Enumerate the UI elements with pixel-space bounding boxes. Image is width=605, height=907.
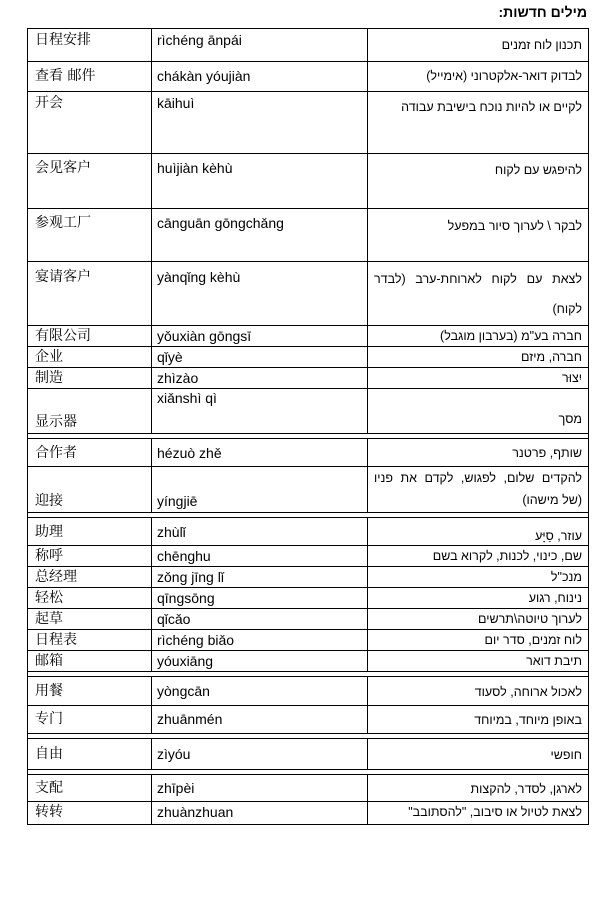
chinese-word: 日程安排 bbox=[28, 29, 152, 61]
table-row bbox=[28, 154, 588, 209]
pinyin: zhuānmén bbox=[152, 706, 368, 733]
table-row bbox=[28, 567, 588, 588]
pinyin: chákàn yóujiàn bbox=[152, 62, 368, 91]
chinese-word: 支配 bbox=[28, 775, 152, 801]
chinese-word: 合作者 bbox=[28, 439, 152, 466]
vocabulary-table bbox=[27, 28, 589, 825]
chinese-word: 制造 bbox=[28, 368, 152, 388]
table-row bbox=[28, 209, 588, 262]
table-row bbox=[28, 347, 588, 368]
hebrew-translation: לאכול ארוחה, לסעוד bbox=[474, 685, 582, 699]
pinyin: rìchéng ānpái bbox=[152, 29, 368, 61]
table-row bbox=[28, 676, 588, 706]
chinese-word: 专门 bbox=[28, 706, 152, 733]
chinese-word: 起草 bbox=[28, 609, 152, 629]
table-row bbox=[28, 326, 588, 347]
chinese-word-text: 显示器 bbox=[35, 414, 77, 430]
hebrew-translation: לארגן, לסדר, להקצות bbox=[470, 782, 582, 796]
chinese-word: 邮箱 bbox=[28, 651, 152, 671]
pinyin-text: yíngjiē bbox=[157, 493, 198, 509]
hebrew-translation: לוח זמנים, סדר יום bbox=[484, 633, 582, 647]
hebrew-translation: מנכ"ל bbox=[550, 570, 582, 584]
table-row bbox=[28, 517, 588, 546]
hebrew-translation: תיבת דואר bbox=[526, 654, 582, 668]
hebrew-translation: תכנון לוח זמנים bbox=[501, 38, 582, 52]
table-row bbox=[28, 651, 588, 672]
pinyin bbox=[152, 467, 368, 512]
hebrew-translation-text: מסך bbox=[558, 412, 582, 426]
hebrew-translation: באופן מיוחד, במיוחד bbox=[474, 713, 582, 727]
table-row bbox=[28, 802, 588, 824]
pinyin: huìjiàn kèhù bbox=[152, 154, 368, 208]
pinyin: zhìzào bbox=[152, 368, 368, 388]
hebrew-translation: לצאת עם לקוח לארוחת-ערב (לבדר לקוח) bbox=[374, 272, 582, 316]
pinyin: chēnghu bbox=[152, 546, 368, 566]
table-row bbox=[28, 262, 588, 326]
hebrew-translation: לבקר \ לערוך סיור במפעל bbox=[447, 219, 582, 233]
table-row bbox=[28, 546, 588, 567]
hebrew-translation: שותף, פרטנר bbox=[512, 446, 582, 460]
chinese-word: 宴请客户 bbox=[28, 262, 152, 325]
pinyin: xiǎnshì qì bbox=[152, 389, 368, 433]
pinyin: yóuxiāng bbox=[152, 651, 368, 671]
pinyin: zhùlǐ bbox=[152, 518, 368, 545]
pinyin: zǒng jīng lǐ bbox=[152, 567, 368, 587]
chinese-word: 日程表 bbox=[28, 630, 152, 650]
table-row bbox=[28, 62, 588, 92]
chinese-word: 助理 bbox=[28, 518, 152, 545]
hebrew-translation: לקיים או להיות נוכח בישיבת עבודה bbox=[401, 100, 582, 114]
hebrew-translation bbox=[368, 389, 588, 433]
pinyin: qǐyè bbox=[152, 347, 368, 367]
pinyin: yòngcān bbox=[152, 677, 368, 705]
chinese-word: 转转 bbox=[28, 802, 152, 824]
hebrew-translation: יִצוּר bbox=[562, 371, 582, 385]
table-row bbox=[28, 438, 588, 467]
chinese-word: 自由 bbox=[28, 739, 152, 769]
hebrew-translation: לערוך טיוטה\תרשים bbox=[478, 612, 582, 626]
chinese-word: 参观工厂 bbox=[28, 209, 152, 261]
chinese-word: 企业 bbox=[28, 347, 152, 367]
table-row bbox=[28, 738, 588, 770]
chinese-word: 会见客户 bbox=[28, 154, 152, 208]
table-row bbox=[28, 368, 588, 389]
table-row bbox=[28, 389, 588, 434]
hebrew-translation: להקדים שלום, לפגוש, לקדם את פניו (של מישהו) bbox=[374, 471, 582, 507]
hebrew-translation: נינוח, רגוע bbox=[528, 591, 582, 605]
table-row bbox=[28, 630, 588, 651]
chinese-word: 轻松 bbox=[28, 588, 152, 608]
table-row bbox=[28, 774, 588, 802]
hebrew-translation: חברה בע"מ (בערבון מוגבל) bbox=[440, 329, 582, 343]
pinyin: yànqǐng kèhù bbox=[152, 262, 368, 325]
pinyin: yǒuxiàn gōngsī bbox=[152, 326, 368, 346]
hebrew-translation: עוזר, סַיָּע bbox=[535, 529, 582, 543]
hebrew-translation: לצאת לטיול או סיבוב, "להסתובב" bbox=[408, 805, 582, 819]
table-row bbox=[28, 609, 588, 630]
table-row bbox=[28, 588, 588, 609]
chinese-word: 有限公司 bbox=[28, 326, 152, 346]
chinese-word: 称呼 bbox=[28, 546, 152, 566]
hebrew-translation: חברה, מיזם bbox=[521, 350, 582, 364]
chinese-word: 用餐 bbox=[28, 677, 152, 705]
pinyin: kāihuì bbox=[152, 92, 368, 153]
table-row bbox=[28, 29, 588, 62]
hebrew-translation: חופשי bbox=[550, 748, 582, 762]
chinese-word bbox=[28, 467, 152, 512]
chinese-word: 开会 bbox=[28, 92, 152, 153]
hebrew-translation: שם, כינוי, לכנות, לקרוא בשם bbox=[432, 549, 582, 563]
pinyin: zhuànzhuan bbox=[152, 802, 368, 824]
table-row bbox=[28, 706, 588, 734]
pinyin: qīngsōng bbox=[152, 588, 368, 608]
pinyin: zhīpèi bbox=[152, 775, 368, 801]
pinyin: hézuò zhě bbox=[152, 439, 368, 466]
table-row bbox=[28, 467, 588, 513]
hebrew-translation: להיפגש עם לקוח bbox=[494, 163, 582, 177]
chinese-word: 总经理 bbox=[28, 567, 152, 587]
pinyin: qǐcǎo bbox=[152, 609, 368, 629]
chinese-word-text: 迎接 bbox=[35, 493, 63, 509]
hebrew-translation: לבדוק דואר-אלקטרוני (אימייל) bbox=[426, 69, 582, 83]
pinyin: cānguān gōngchǎng bbox=[152, 209, 368, 261]
table-row bbox=[28, 92, 588, 154]
pinyin: zìyóu bbox=[152, 739, 368, 769]
chinese-word bbox=[28, 389, 152, 433]
pinyin: rìchéng biǎo bbox=[152, 630, 368, 650]
page-title: מילים חדשות: bbox=[498, 4, 587, 20]
chinese-word: 查看 邮件 bbox=[28, 62, 152, 91]
